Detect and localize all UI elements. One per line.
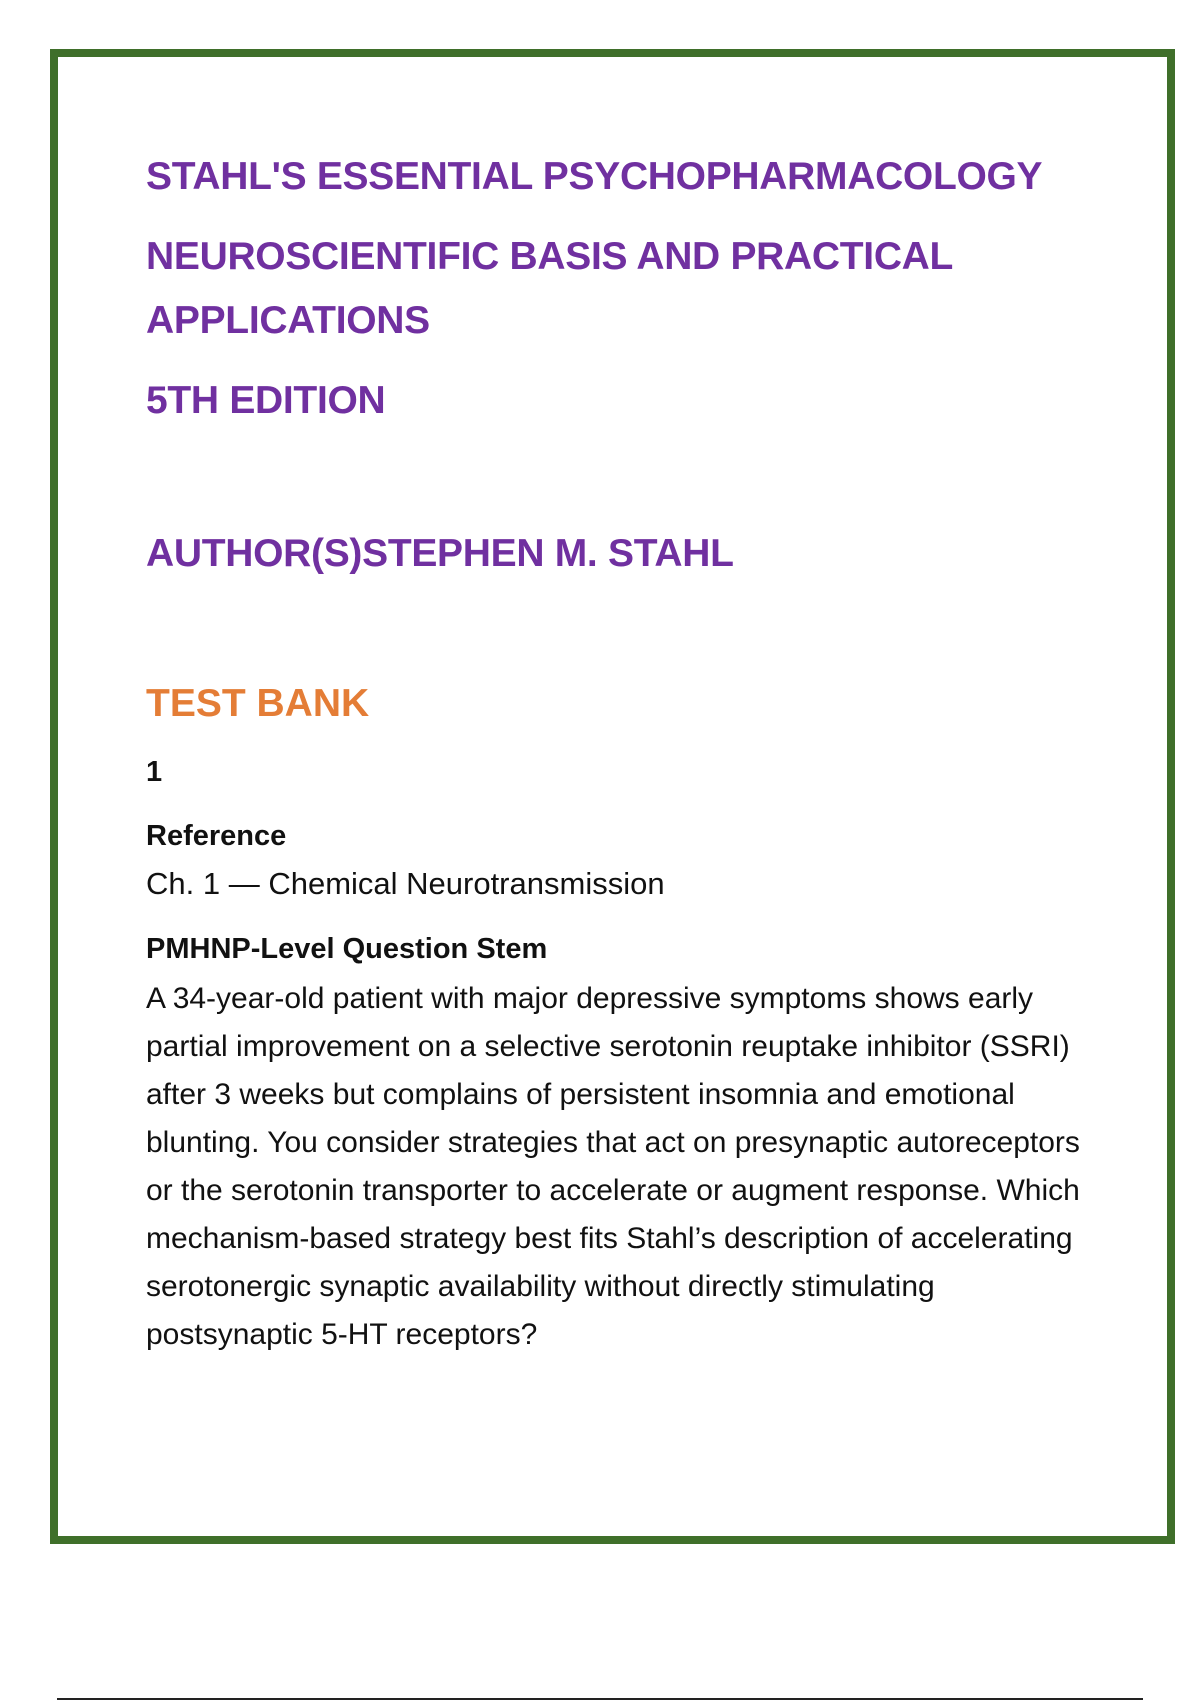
question-number: 1 bbox=[146, 756, 163, 788]
section-title: TEST BANK bbox=[146, 682, 370, 725]
book-title-line-1: STAHL'S ESSENTIAL PSYCHOPHARMACOLOGY bbox=[146, 155, 1043, 198]
author-line: AUTHOR(S)STEPHEN M. STAHL bbox=[146, 532, 734, 575]
edition-label: 5TH EDITION bbox=[146, 379, 386, 422]
reference-value: Ch. 1 — Chemical Neurotransmission bbox=[146, 866, 665, 901]
question-stem-label: PMHNP-Level Question Stem bbox=[146, 933, 548, 965]
question-stem-text: A 34-year-old patient with major depressive symptoms shows early partial improvement on a selective serotonin reuptake inhibitor (SSRI) after 3 weeks but complains of persistent insomnia and emotional blunting. You consider strategies that act on presynaptic autoreceptors or the serotonin transporter to accelerate or augment response. Which mechanism-based strategy best fits Stahl’s description of accelerating serotonergic synaptic availability without directly stimulating postsynaptic 5-HT receptors? bbox=[146, 982, 1080, 1351]
title-area bbox=[146, 145, 1106, 433]
book-title-line-2: NEUROSCIENTIFIC BASIS AND PRACTICAL bbox=[146, 235, 954, 278]
reference-label: Reference bbox=[146, 820, 287, 852]
book-title-line-3: APPLICATIONS bbox=[146, 299, 430, 342]
